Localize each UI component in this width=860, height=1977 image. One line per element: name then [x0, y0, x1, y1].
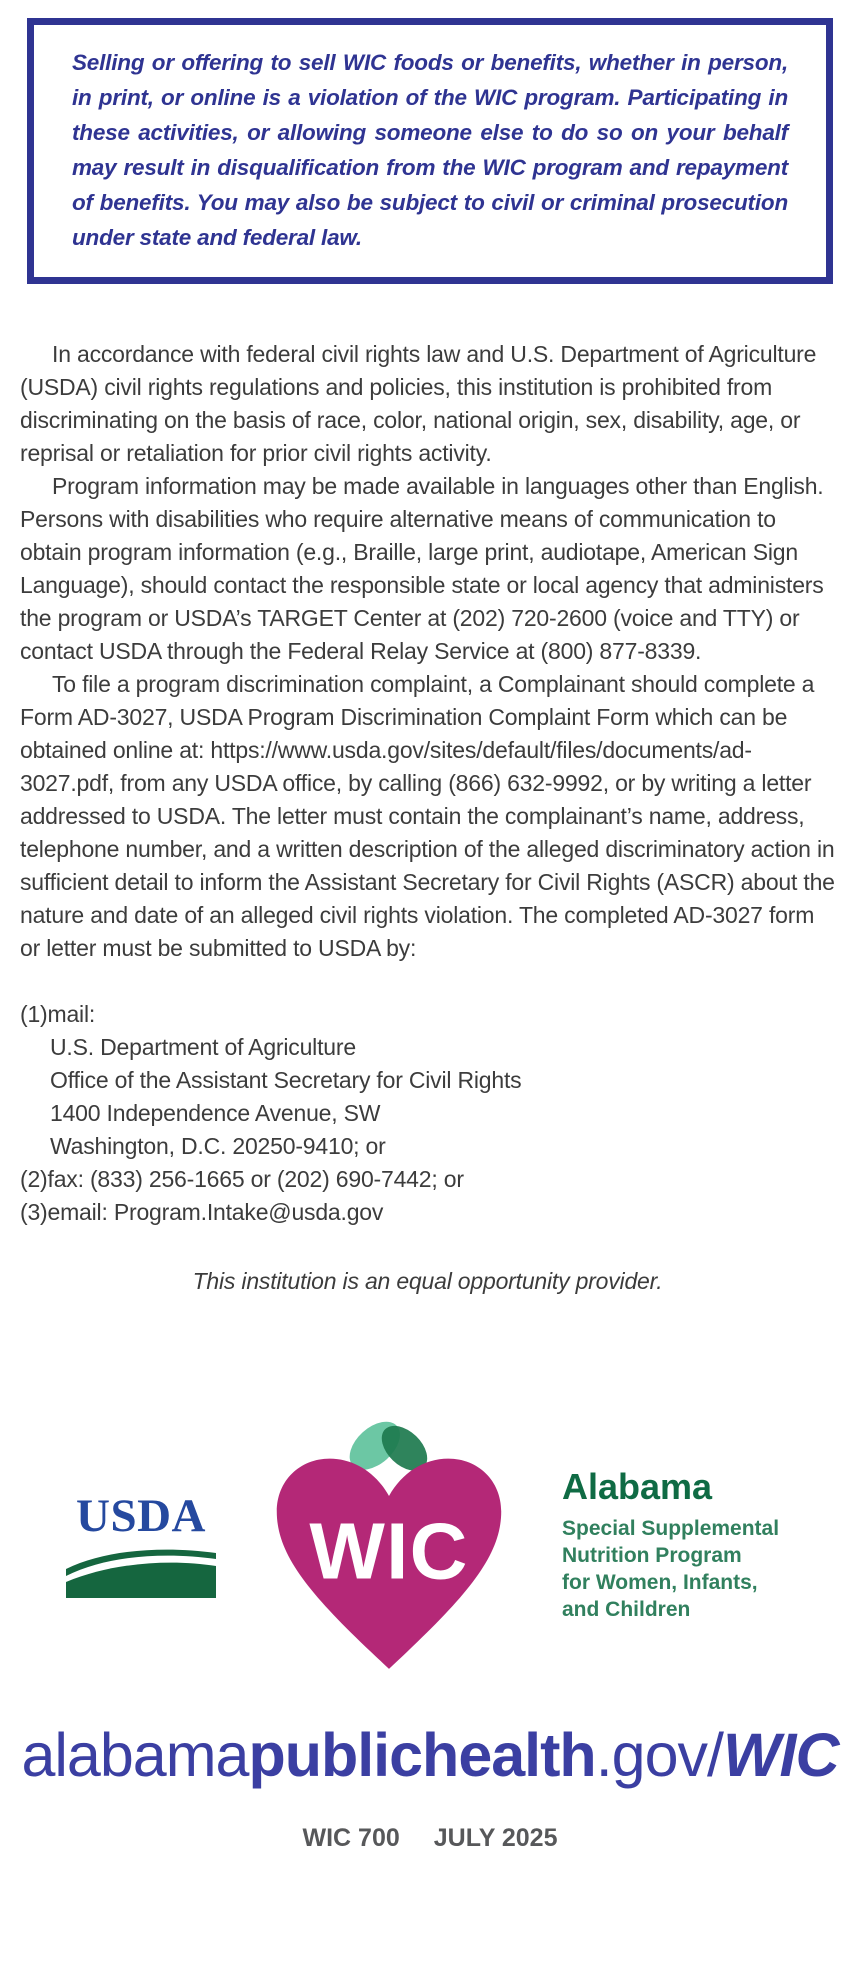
subtitle-line-2: Nutrition Program [562, 1544, 742, 1567]
usda-wordmark: USDA [76, 1490, 206, 1542]
email-line: (3)email: Program.Intake@usda.gov [20, 1199, 384, 1225]
fax-line: (2)fax: (833) 256-1665 or (202) 690-7442; or [20, 1166, 464, 1192]
document-page [0, 18, 860, 1977]
publication-date: JULY 2025 [433, 1824, 558, 1852]
address-line-office: Office of the Assistant Secretary for Civil Rights [50, 1067, 522, 1093]
nondiscrimination-statement [20, 338, 835, 1298]
paragraph-program-information: Program information may be made available in languages other than English. Persons with disabilities who require alternative means of communication to obtain program information (e.g., Braille, large print, audiotape, American Sign Language), should contact the responsible state or local agency that administers the program or USDA’s TARGET Center at (202) 720-2600 (voice and TTY) or contact USDA through the Federal Relay Service at (800) 877-8339. [20, 473, 824, 664]
usda-field-icon [66, 1542, 216, 1598]
fraud-warning-text: Selling or offering to sell WIC foods or benefits, whether in person, in print, or online is a violation of the WIC program. Participating in these activities, or allowing someone else to do so on your behalf may result in disqualification from the WIC program and repayment of benefits. You may also be subject to civil or criminal prosecution under state and federal law. [72, 50, 788, 250]
paragraph-file-complaint: To file a program discrimination complaint, a Complainant should complete a Form AD-3027, USDA Program Discrimination Complaint Form which can be obtained online at: https://www.usda.gov/sites/default/files/documents/ad-3027.pdf, from any USDA office, by calling (866) 632-9992, or by writing a letter addressed to USDA. The letter must contain the complainant’s name, address, telephone number, and a written description of the alleged discriminatory action in sufficient detail to inform the Assistant Secretary for Civil Rights (ASCR) about the nature and date of an alleged civil rights violation. The completed AD-3027 form or letter must be submitted to USDA by: [20, 671, 835, 961]
publication-code: WIC 700 [302, 1824, 400, 1852]
fraud-warning-box [27, 18, 833, 284]
equal-opportunity-statement: This institution is an equal opportunity provider. [192, 1268, 663, 1294]
list-item-fax [20, 1163, 835, 1196]
list-item-email [20, 1196, 835, 1229]
url-part-publichealth: publichealth [248, 1721, 596, 1789]
submission-methods-list [20, 998, 835, 1229]
address-line-street: 1400 Independence Avenue, SW [50, 1100, 381, 1126]
publication-line [0, 1824, 860, 1877]
logos-row [0, 1416, 860, 1674]
mail-address-block [20, 1031, 835, 1163]
alabama-wic-program-block [562, 1467, 794, 1623]
wic-heart-logo [258, 1416, 520, 1674]
subtitle-line-4: and Children [562, 1598, 691, 1621]
website-url [0, 1720, 860, 1790]
alabama-title: Alabama [562, 1466, 713, 1507]
alabama-subtitle [562, 1515, 794, 1623]
list-item-mail-label: (1)mail: [20, 1001, 96, 1027]
url-part-alabama: alabama [21, 1721, 249, 1789]
subtitle-line-1: Special Supplemental [562, 1517, 780, 1540]
wic-label: WIC [309, 1506, 469, 1596]
usda-logo [66, 1492, 216, 1598]
paragraph-civil-rights-law: In accordance with federal civil rights law and U.S. Department of Agriculture (USDA) civil rights regulations and policies, this institution is prohibited from discriminating on the basis of race, color, national origin, sex, disability, age, or reprisal or retaliation for prior civil rights activity. [20, 341, 817, 466]
subtitle-line-3: for Women, Infants, [562, 1571, 758, 1594]
address-line-city: Washington, D.C. 20250-9410; or [50, 1133, 386, 1159]
address-line-department: U.S. Department of Agriculture [50, 1034, 356, 1060]
url-part-gov: .gov/ [595, 1721, 723, 1789]
list-item-mail [20, 998, 835, 1163]
url-part-wic: WIC [722, 1721, 839, 1789]
